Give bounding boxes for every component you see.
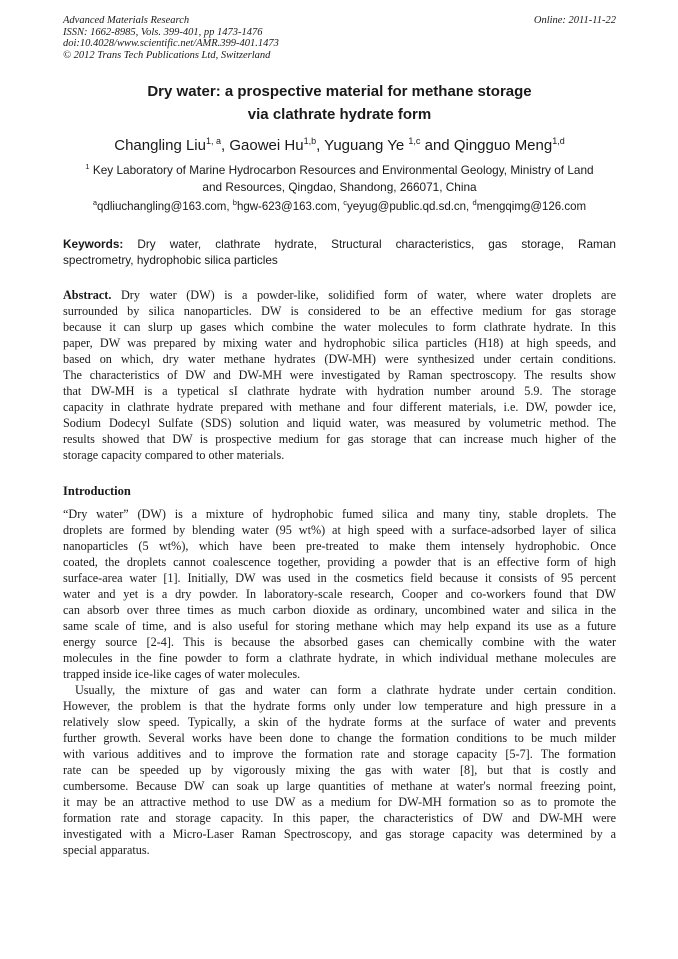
email-mark: c — [343, 198, 347, 207]
abstract-line: paper, DW was prepared by mixing water and hydrophobic silica particles (H18) at high speeds, and — [63, 336, 616, 350]
intro-line: energy source [2-4]. This is because the absorbed gases can chemically combine with the water — [63, 635, 616, 649]
author-affil-mark: 1, a — [206, 136, 222, 146]
abstract-line: because it can slurp up gases which combine the water molecules to form clathrate hydrate. In this — [63, 320, 616, 334]
keywords-line-2: spectrometry, hydrophobic silica particles — [63, 253, 278, 267]
abstract-line: that DW-MH is a typetical sI clathrate hydrate with hydration number around 5.9. The storage — [63, 384, 616, 398]
author-separator: , — [221, 137, 230, 154]
introduction-body — [63, 506, 616, 858]
email-mark: a — [92, 198, 98, 207]
author-affil-mark: 1,b — [303, 136, 317, 146]
author-separator: , — [316, 137, 325, 154]
author-affil-mark: 1,c — [408, 136, 421, 146]
intro-line: surface-area water [1]. Initially, DW was used in the cosmetics field because it consists of 95 percent — [63, 571, 616, 585]
author-list — [63, 136, 616, 156]
intro-line: relatively slow speed. Typically, a skin of the hydrate forms at the surface of water and prevents — [63, 715, 616, 729]
copyright-line: © 2012 Trans Tech Publications Ltd, Switzerland — [63, 49, 271, 61]
title-line-1: Dry water: a prospective material for methane storage — [147, 83, 532, 100]
issn-line: ISSN: 1662-8985, Vols. 399-401, pp 1473-1476 — [63, 26, 263, 38]
intro-line: same scale of time, and is also useful for storing methane which may help expand its use as a future — [63, 619, 616, 633]
intro-line: coated, the droplets cannot coalescence together, providing a powder that is an effective form of high — [63, 555, 616, 569]
intro-line: with various additives and to improve the formation rate and storage capacity [5-7]. The formation — [63, 747, 616, 761]
keywords-line-1 — [63, 236, 616, 252]
title-line-2: via clathrate hydrate form — [247, 106, 432, 123]
intro-line: investigated with a Micro-Laser Raman Spectroscopy, and gas storage capacity was determined by a — [63, 827, 616, 841]
journal-header — [63, 15, 616, 61]
abstract-line: surrounded by silica nanoparticles. DW is considered to be an effective medium for gas storage — [63, 304, 616, 318]
intro-line: water and yet is a dry powder. In laboratory-scale research, Cooper and co-workers found that DW — [63, 587, 616, 601]
online-date: Online: 2011-11-22 — [533, 15, 616, 26]
email-address: hgw-623@163.com, — [236, 201, 344, 213]
abstract-line: storage capacity compared to other materials. — [63, 448, 285, 462]
abstract-line: The characteristics of DW and DW-MH were investigated by Raman spectroscopy. The results show — [63, 368, 616, 382]
abstract-line — [63, 287, 616, 303]
author-emails — [63, 199, 616, 215]
intro-line: can absorb over three times as much carbon dioxide as ordinary, uncombined water and silica in the — [63, 603, 616, 617]
author-name: Changling Liu — [114, 137, 206, 154]
email-mark: b — [232, 198, 237, 207]
author-name: Yuguang Ye — [324, 137, 409, 154]
intro-line: further growth. Several works have been done to change the formation conditions to be much milder — [63, 731, 616, 745]
abstract-line: Sodium Dodecyl Sulfate (SDS) solution and liquid water, was measured by volumetric method. The — [63, 416, 616, 430]
author-name: Gaowei Hu — [229, 137, 304, 154]
intro-line: special apparatus. — [63, 843, 150, 857]
doi-line: doi:10.4028/www.scientific.net/AMR.399-401.1473 — [63, 38, 279, 49]
abstract-label: Abstract. — [63, 288, 112, 302]
intro-line: “Dry water” (DW) is a mixture of hydrophobic fumed silica and many tiny, stable droplets. The — [63, 507, 616, 521]
keywords-block — [63, 236, 616, 268]
abstract-line: based on which, dry water methane hydrates (DW-MH) were synthesized under certain conditions. — [63, 352, 616, 366]
affiliation — [63, 162, 616, 195]
intro-line: Usually, the mixture of gas and water can form a clathrate hydrate under certain condition. — [75, 683, 616, 697]
journal-name: Advanced Materials Research — [63, 15, 190, 26]
intro-line: it may be an attractive method to use DW as a medium for DW-MH formation so as to promote the — [63, 795, 616, 809]
email-address: yeyug@public.qd.sd.cn, — [346, 201, 473, 213]
affiliation-line-2: and Resources, Qingdao, Shandong, 266071, China — [202, 179, 477, 194]
author-name: Qingguo Meng — [453, 137, 553, 154]
intro-line: formation rate and storage capacity. In this paper, the characteristics of DW and DW-MH were — [63, 811, 616, 825]
author-affil-mark: 1,d — [552, 136, 565, 146]
intro-line: cumbersome. Because DW can soak up large quantities of methane at water's normal freezing point, — [63, 779, 616, 793]
author-separator: and — [420, 137, 454, 154]
affiliation-mark: 1 — [85, 162, 90, 171]
email-mark: d — [472, 198, 477, 207]
email-address: qdliuchangling@163.com, — [97, 201, 233, 213]
intro-line: trapped inside ice-like cages of water molecules. — [63, 667, 301, 681]
abstract — [63, 287, 616, 463]
keywords-label: Keywords: — [63, 237, 124, 251]
section-heading-introduction: Introduction — [63, 484, 131, 498]
email-address: mengqimg@126.com — [476, 201, 587, 213]
affiliation-line-1 — [63, 162, 616, 179]
intro-line: nanoparticles (5 wt%), which have been pre-treated to make them intensely hydrophobic. Once — [63, 539, 616, 553]
paper-title — [63, 80, 616, 126]
abstract-line: results showed that DW is prospective medium for gas storage that can increase much higher of the — [63, 432, 616, 446]
intro-line: molecules in the fine powder to form a clathrate hydrate, in which individual methane molecules are — [63, 651, 616, 665]
affiliation-text: Key Laboratory of Marine Hydrocarbon Resources and Environmental Geology, Ministry of Land — [89, 163, 594, 177]
intro-line: rate can be speeded up by vigorously mixing the gas with water [8], but that is costly and — [63, 763, 616, 777]
abstract-text: Dry water (DW) is a powder-like, solidified form of water, where water droplets are — [111, 288, 616, 302]
intro-line: However, the problem is that the hydrate forms only under low temperature and high pressure in a — [63, 699, 616, 713]
abstract-line: capacity in clathrate hydrate prepared with methane and four different materials, i.e. DW, powder ice, — [63, 400, 616, 414]
intro-line: droplets are formed by blending water (95 wt%) at high speed with a surface-adsorbed layer of silica — [63, 523, 616, 537]
keywords-text: Dry water, clathrate hydrate, Structural characteristics, gas storage, Raman — [123, 237, 616, 251]
